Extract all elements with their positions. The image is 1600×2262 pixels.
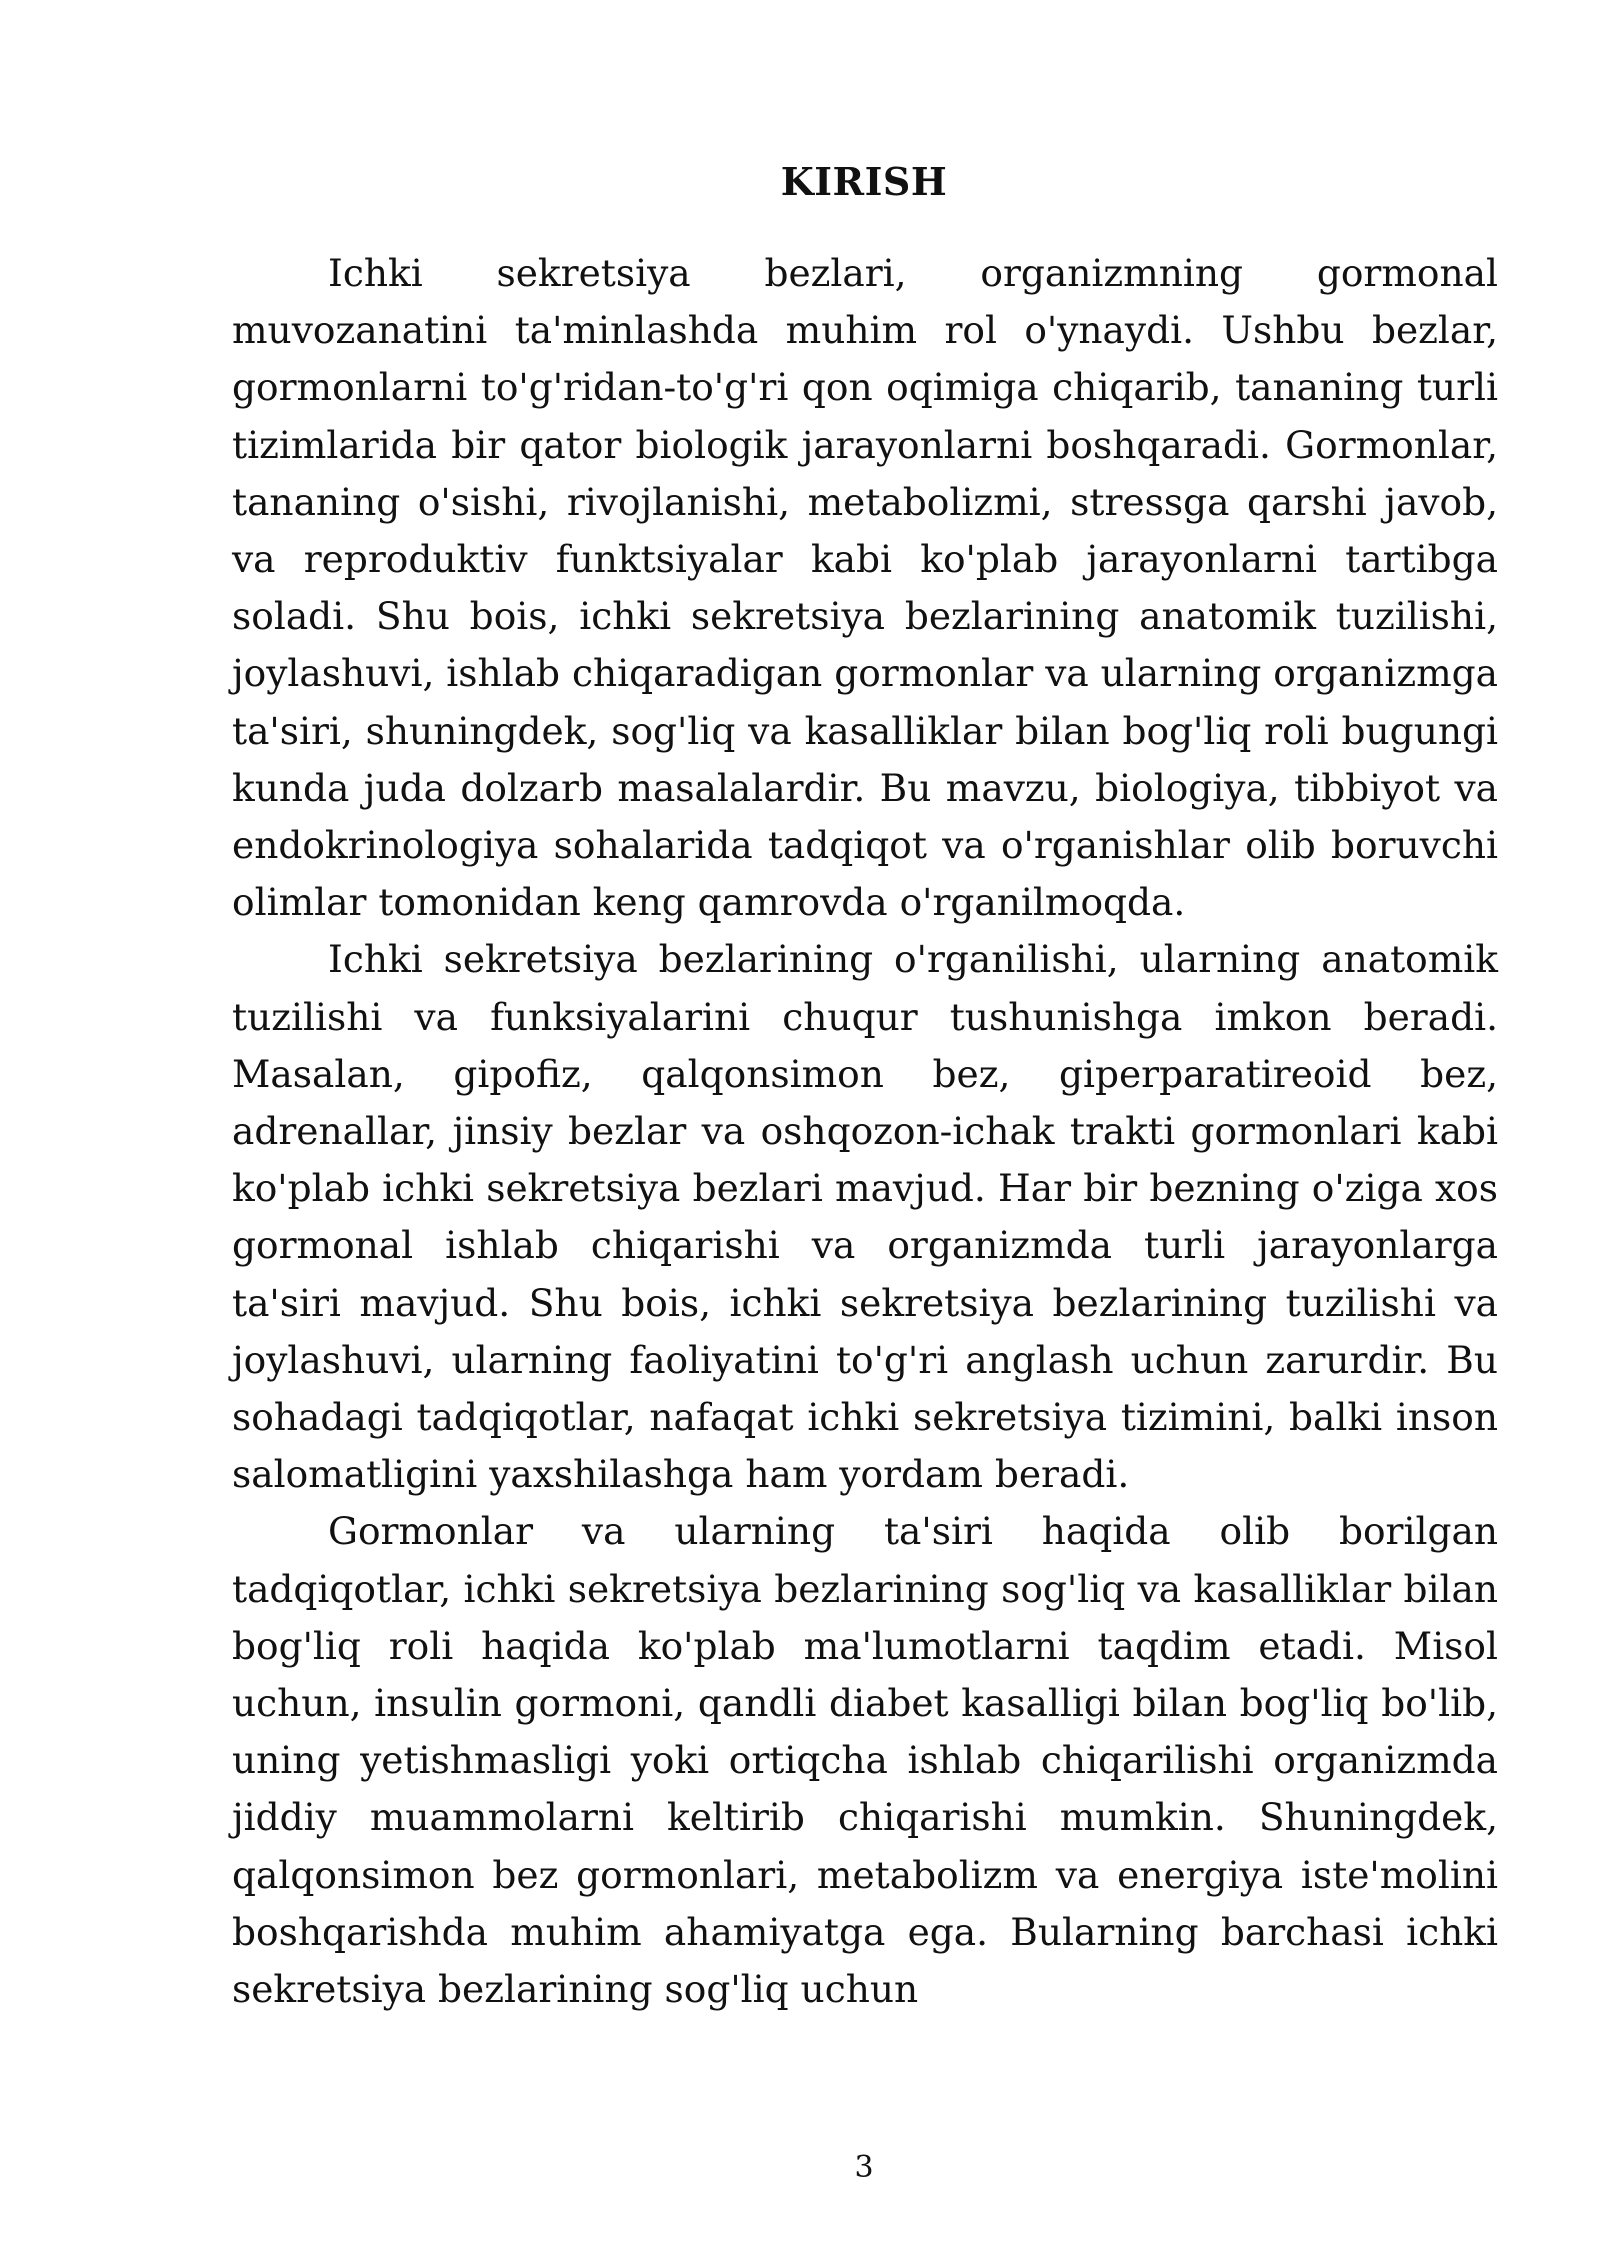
body-text: [232, 245, 1498, 2018]
paragraph-3: Gormonlar va ularning ta'siri haqida olib borilgan tadqiqotlar, ichki sekretsiya bezlarining sog'liq va kasalliklar bilan bog'liq roli haqida ko'plab ma'lumotlarni taqdim etadi. Misol uchun, insulin gormoni, qandli diabet kasalligi bilan bog'liq bo'lib, uning yetishmasligi yoki ortiqcha ishlab chiqarilishi organizmda jiddiy muammolarni keltirib chiqarishi mumkin. Shuningdek, qalqonsimon bez gormonlari, metabolizm va energiya iste'molini boshqarishda muhim ahamiyatga ega. Bularning barchasi ichki sekretsiya bezlarining sog'liq uchun: [232, 1509, 1498, 2012]
page-title: KIRISH: [780, 159, 948, 204]
paragraph-1: Ichki sekretsiya bezlari, organizmning gormonal muvozanatini ta'minlashda muhim rol o'ynaydi. Ushbu bezlar, gormonlarni to'g'ridan-to'g'ri qon oqimiga chiqarib, tananing turli tizimlarida bir qator biologik jarayonlarni boshqaradi. Gormonlar, tananing o'sishi, rivojlanishi, metabolizmi, stressga qarshi javob, va reproduktiv funktsiyalar kabi ko'plab jarayonlarni tartibga soladi. Shu bois, ichki sekretsiya bezlarining anatomik tuzilishi, joylashuvi, ishlab chiqaradigan gormonlar va ularning organizmga ta'siri, shuningdek, sog'liq va kasalliklar bilan bog'liq roli bugungi kunda juda dolzarb masalalardir. Bu mavzu, biologiya, tibbiyot va endokrinologiya sohalarida tadqiqot va o'rganishlar olib boruvchi olimlar tomonidan keng qamrovda o'rganilmoqda.: [232, 251, 1498, 925]
page-number: 3: [854, 2150, 874, 2185]
paragraph-2: Ichki sekretsiya bezlarining o'rganilishi, ularning anatomik tuzilishi va funksiyalarini chuqur tushunishga imkon beradi. Masalan, gipofiz, qalqonsimon bez, giperparatireoid bez, adrenallar, jinsiy bezlar va oshqozon-ichak trakti gormonlari kabi ko'plab ichki sekretsiya bezlari mavjud. Har bir bezning o'ziga xos gormonal ishlab chiqarishi va organizmda turli jarayonlarga ta'siri mavjud. Shu bois, ichki sekretsiya bezlarining tuzilishi va joylashuvi, ularning faoliyatini to'g'ri anglash uchun zarurdir. Bu sohadagi tadqiqotlar, nafaqat ichki sekretsiya tizimini, balki inson salomatligini yaxshilashga ham yordam beradi.: [232, 937, 1498, 1497]
